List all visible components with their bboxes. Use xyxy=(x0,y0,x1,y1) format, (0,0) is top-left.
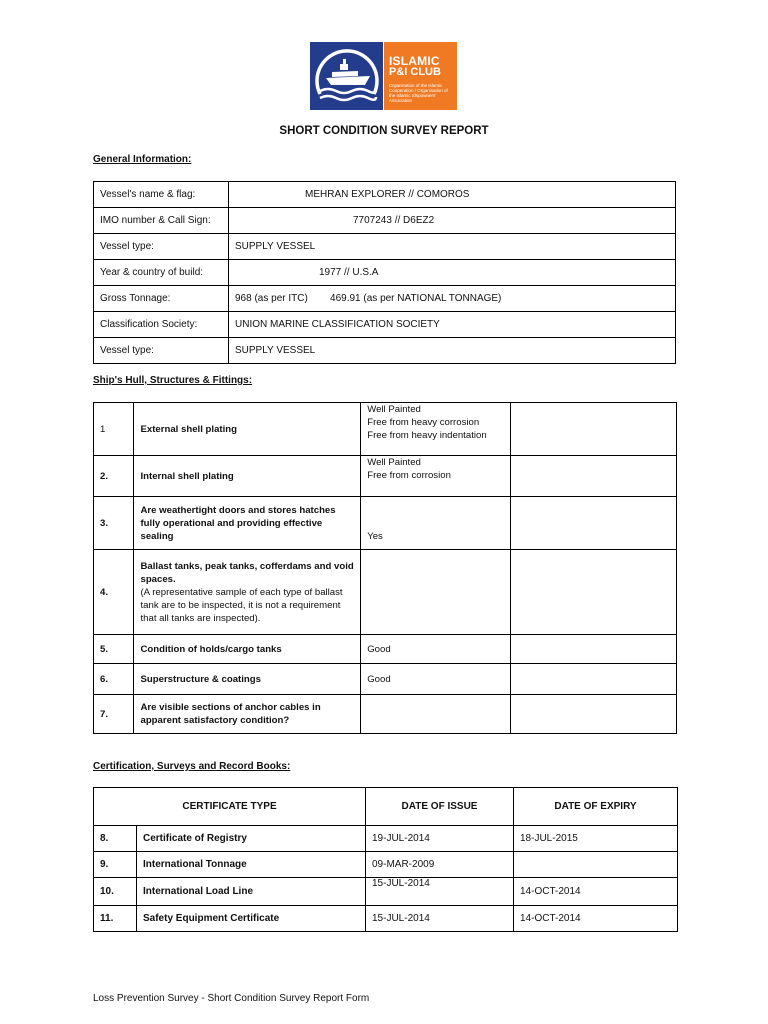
cert-header-row xyxy=(94,788,678,826)
cert-row-number: 10. xyxy=(94,878,137,906)
hull-row-value: Well Painted Free from heavy corrosion Free from heavy indentation xyxy=(361,403,511,456)
cert-row-issue: 15-JUL-2014 xyxy=(366,878,514,906)
general-info-row xyxy=(94,286,676,312)
cert-row-expiry: 18-JUL-2015 xyxy=(514,826,678,852)
general-info-value: UNION MARINE CLASSIFICATION SOCIETY xyxy=(229,312,676,338)
general-info-heading: General Information: xyxy=(93,154,192,165)
general-info-label: Year & country of build: xyxy=(94,260,229,286)
hull-row xyxy=(94,550,677,635)
hull-row-number: 6. xyxy=(94,664,134,695)
hull-row-value: Good xyxy=(361,635,511,664)
cert-row-type: Certificate of Registry xyxy=(137,826,366,852)
logo-tagline: Organisation of the Islamic Cooperation / Organisation of the Islamic Shipowners' Association xyxy=(389,83,448,103)
hull-row-item xyxy=(134,550,361,635)
general-info-label: Classification Society: xyxy=(94,312,229,338)
general-info-row xyxy=(94,312,676,338)
logo-line-1: ISLAMIC xyxy=(389,54,440,68)
ship-emblem-icon xyxy=(310,42,383,110)
hull-row-remarks xyxy=(511,695,677,734)
cert-row-number: 8. xyxy=(94,826,137,852)
general-info-row xyxy=(94,182,676,208)
cert-row-expiry xyxy=(514,852,678,878)
cert-row-expiry: 14-OCT-2014 xyxy=(514,906,678,932)
hull-row-item: Condition of holds/cargo tanks xyxy=(134,635,361,664)
hull-row-remarks xyxy=(511,664,677,695)
cert-row-type: International Load Line xyxy=(137,878,366,906)
hull-row-number: 2. xyxy=(94,456,134,497)
islamic-pi-club-logo xyxy=(310,42,457,110)
hull-row xyxy=(94,456,677,497)
date-issue-header: DATE OF ISSUE xyxy=(366,788,514,826)
hull-row-value: Well Painted Free from corrosion xyxy=(361,456,511,497)
hull-row-item-note: (A representative sample of each type of ballast tank are to be inspected, it is not a requirement that all tanks are inspected). xyxy=(140,586,343,624)
hull-row-item-title: Ballast tanks, peak tanks, cofferdams and void spaces. xyxy=(140,560,354,585)
cert-row-issue: 09-MAR-2009 xyxy=(366,852,514,878)
general-info-label: Vessel type: xyxy=(94,338,229,364)
hull-row-remarks xyxy=(511,403,677,456)
cert-table xyxy=(93,787,678,932)
hull-row-value: Good xyxy=(361,664,511,695)
hull-row-item: Internal shell plating xyxy=(134,456,361,497)
hull-row-remarks xyxy=(511,497,677,550)
cert-row-number: 11. xyxy=(94,906,137,932)
hull-row-value xyxy=(361,550,511,635)
hull-heading: Ship's Hull, Structures & Fittings: xyxy=(93,375,253,386)
page-title: SHORT CONDITION SURVEY REPORT xyxy=(279,125,489,137)
general-info-label: IMO number & Call Sign: xyxy=(94,208,229,234)
hull-row-value: Yes xyxy=(361,497,511,550)
general-info-value: 968 (as per ITC) 469.91 (as per NATIONAL TONNAGE) xyxy=(229,286,676,312)
general-info-label: Vessel's name & flag: xyxy=(94,182,229,208)
cert-row-number: 9. xyxy=(94,852,137,878)
cert-row-type: Safety Equipment Certificate xyxy=(137,906,366,932)
hull-row xyxy=(94,403,677,456)
general-info-row xyxy=(94,208,676,234)
date-expiry-header: DATE OF EXPIRY xyxy=(514,788,678,826)
cert-row-type: International Tonnage xyxy=(137,852,366,878)
hull-row-item: External shell plating xyxy=(134,403,361,456)
general-info-value: SUPPLY VESSEL xyxy=(229,234,676,260)
cert-row xyxy=(94,906,678,932)
hull-row-item: Are weathertight doors and stores hatches fully operational and providing effective sealing xyxy=(134,497,361,550)
hull-row-remarks xyxy=(511,635,677,664)
cert-row-expiry: 14-OCT-2014 xyxy=(514,878,678,906)
cert-row-issue: 15-JUL-2014 xyxy=(366,906,514,932)
hull-row-item: Are visible sections of anchor cables in apparent satisfactory condition? xyxy=(134,695,361,734)
cert-heading: Certification, Surveys and Record Books: xyxy=(93,761,291,772)
hull-row-remarks xyxy=(511,550,677,635)
general-info-table xyxy=(93,181,676,364)
general-info-label: Vessel type: xyxy=(94,234,229,260)
general-info-value: MEHRAN EXPLORER // COMOROS xyxy=(229,182,676,208)
page-footer: Loss Prevention Survey - Short Condition Survey Report Form xyxy=(93,993,370,1004)
cert-row xyxy=(94,826,678,852)
hull-table xyxy=(93,402,677,734)
hull-row-number: 7. xyxy=(94,695,134,734)
general-info-row xyxy=(94,338,676,364)
general-info-label: Gross Tonnage: xyxy=(94,286,229,312)
hull-row-value xyxy=(361,695,511,734)
hull-row-number: 1 xyxy=(94,403,134,456)
cert-row xyxy=(94,878,678,906)
cert-row xyxy=(94,852,678,878)
general-info-row xyxy=(94,260,676,286)
hull-row xyxy=(94,664,677,695)
general-info-value: 7707243 // D6EZ2 xyxy=(229,208,676,234)
general-info-row xyxy=(94,234,676,260)
logo-line-2: P&I CLUB xyxy=(389,66,441,78)
hull-row xyxy=(94,497,677,550)
general-info-value: SUPPLY VESSEL xyxy=(229,338,676,364)
hull-row-number: 3. xyxy=(94,497,134,550)
hull-row-number: 4. xyxy=(94,550,134,635)
general-info-value: 1977 // U.S.A xyxy=(229,260,676,286)
hull-row-item: Superstructure & coatings xyxy=(134,664,361,695)
hull-row xyxy=(94,635,677,664)
hull-row-number: 5. xyxy=(94,635,134,664)
cert-row-issue: 19-JUL-2014 xyxy=(366,826,514,852)
hull-row-remarks xyxy=(511,456,677,497)
cert-type-header: CERTIFICATE TYPE xyxy=(94,788,366,826)
logo-text-panel xyxy=(384,42,457,110)
hull-row xyxy=(94,695,677,734)
